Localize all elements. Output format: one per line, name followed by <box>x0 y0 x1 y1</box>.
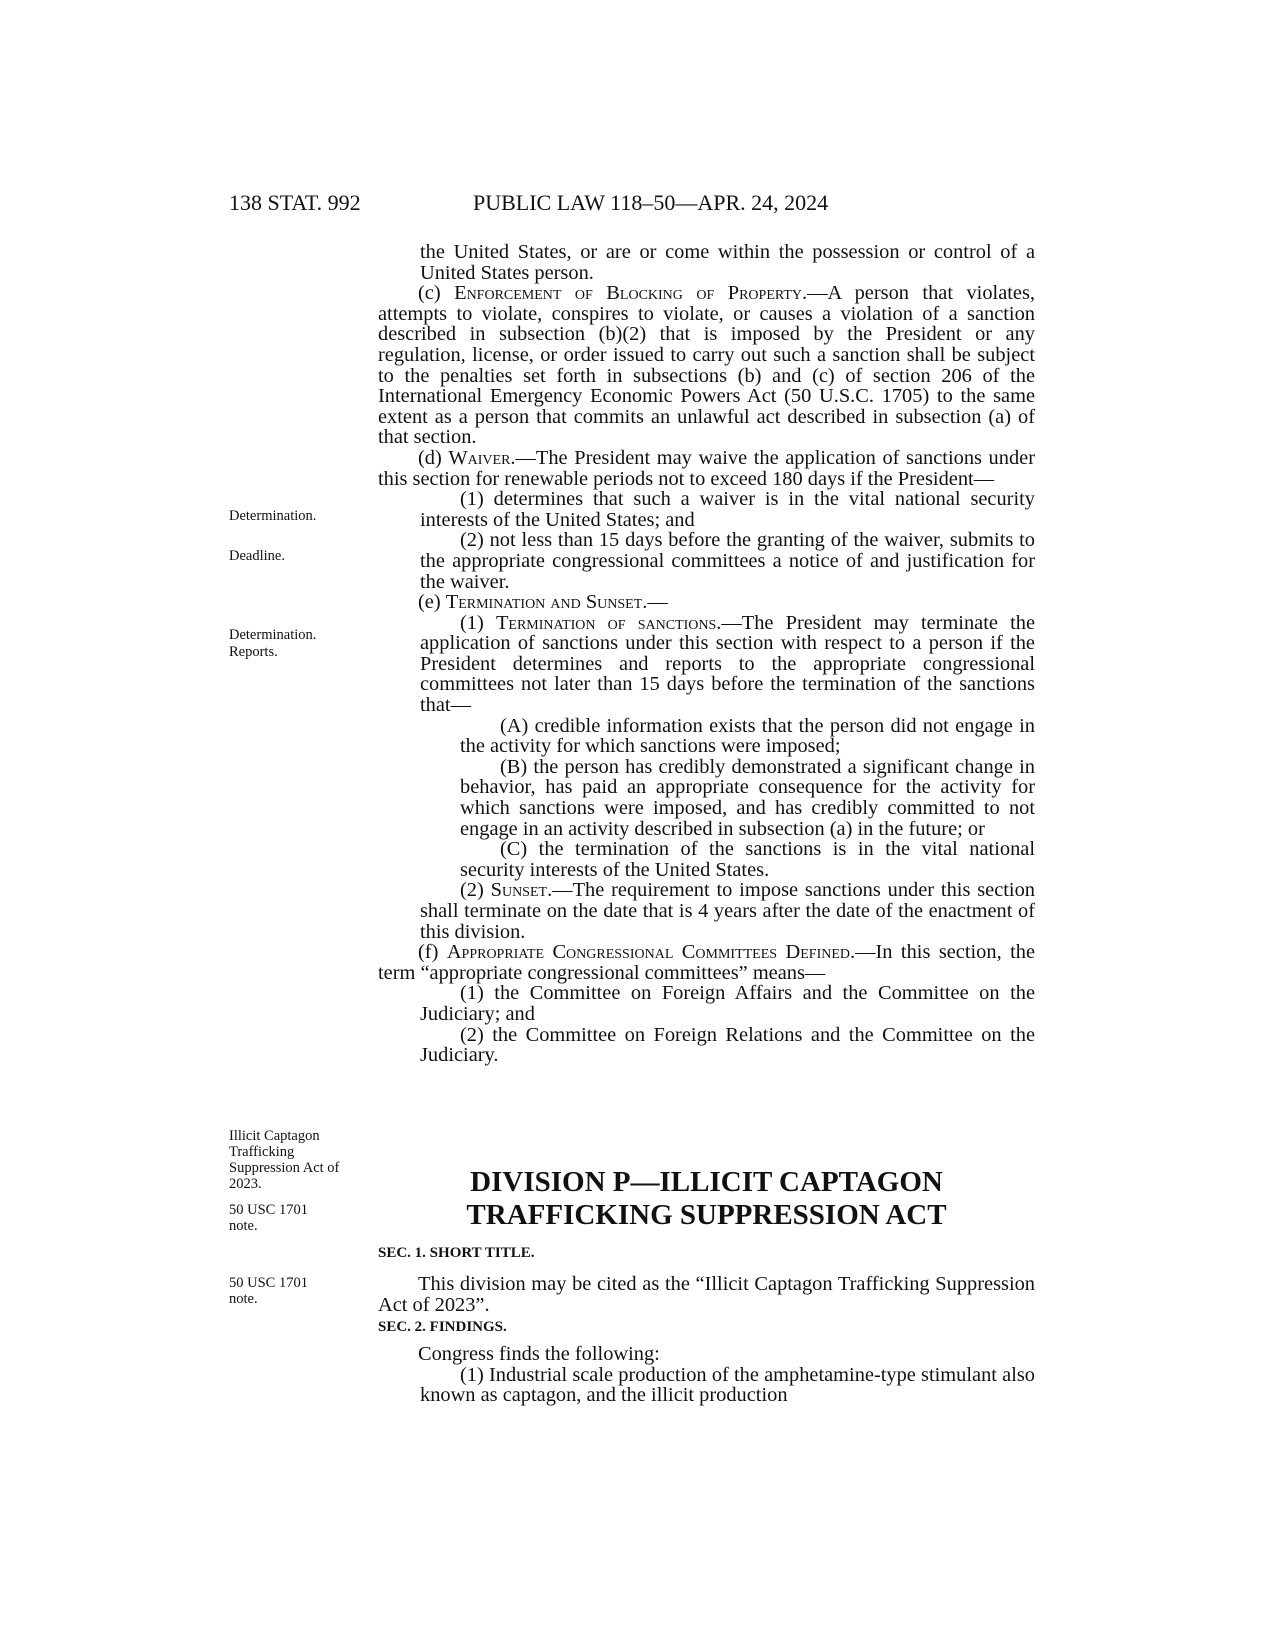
public-law-header: PUBLIC LAW 118–50—APR. 24, 2024 <box>473 190 829 215</box>
continued-text: the United States, or are or come within the possession or control of a United States person. <box>420 241 1035 284</box>
statute-page-number: 138 STAT. 992 <box>229 190 361 215</box>
section-1-heading: SEC. 1. SHORT TITLE. <box>378 1245 535 1261</box>
subsection-d: (d) Waiver.—The President may waive the application of sanctions under this section for renewable periods not to exceed 180 days if the President— <box>378 446 1035 490</box>
subparagraph-e1a: (A) credible information exists that the person did not engage in the activity for which sanctions were imposed; <box>460 714 1035 758</box>
margin-note-act-title: Illicit Captagon Trafficking Suppression Act of 2023. <box>229 1128 340 1192</box>
statute-body <box>378 242 1035 1066</box>
subparagraph-e1c: (C) the termination of the sanctions is in the vital national security interests of the United States. <box>460 838 1035 881</box>
paragraph-e1: (1) Termination of sanctions.—The President may terminate the application of sanctions under this section with respect to a person if the President determines and reports to the appropriate congressional committees not later than 15 days before the termination of the sanctions that— <box>420 611 1035 717</box>
paragraph-d1: (1) determines that such a waiver is in the vital national security interests of the United States; and <box>420 488 1035 531</box>
division-title-line-2: TRAFFICKING SUPPRESSION ACT <box>466 1199 947 1231</box>
section-2-body <box>378 1344 1035 1406</box>
subsection-c: (c) Enforcement of Blocking of Property.—A person that violates, attempts to violate, conspires to violate, or causes a violation of a sanction described in subsection (b)(2) that is imposed by the President or any regulation, license, or order issued to carry out such a sanction shall be subject to the penalties set forth in subsections (b) and (c) of section 206 of the International Emergency Economic Powers Act (50 U.S.C. 1705) to the same extent as a person that commits an unlawful act described in subsection (a) of that section. <box>378 282 1035 449</box>
section-1-body: This division may be cited as the “Illicit Captagon Trafficking Suppression Act of 2023”. <box>378 1273 1035 1316</box>
margin-note-usc-2: 50 USC 1701 note. <box>229 1275 308 1307</box>
division-title <box>378 1166 1035 1232</box>
margin-note-reports: Reports. <box>229 644 278 660</box>
finding-1: (1) Industrial scale production of the amphetamine-type stimulant also known as captagon, and the illicit production <box>420 1363 1035 1407</box>
paragraph-f1: (1) the Committee on Foreign Affairs and the Committee on the Judiciary; and <box>420 982 1035 1025</box>
subparagraph-e1b: (B) the person has credibly demonstrated a significant change in behavior, has paid an appropriate consequence for the activity for which sanctions were imposed, and has credibly committed to not engage in an activity described in subsection (a) in the future; or <box>460 755 1035 840</box>
subsection-e: (e) Termination and Sunset.— <box>418 591 668 614</box>
subsection-f: (f) Appropriate Congressional Committees Defined.—In this section, the term “appropriate congressional committees” means— <box>378 941 1036 984</box>
margin-note-usc-1: 50 USC 1701 note. <box>229 1202 308 1234</box>
paragraph-f2: (2) the Committee on Foreign Relations and the Committee on the Judiciary. <box>420 1023 1035 1067</box>
paragraph-e2: (2) Sunset.—The requirement to impose sanctions under this section shall terminate on the date that is 4 years after the date of the enactment of this division. <box>420 879 1035 943</box>
margin-note-determination: Determination. <box>229 508 317 524</box>
section-2-intro: Congress finds the following: <box>418 1343 660 1365</box>
section-2-heading: SEC. 2. FINDINGS. <box>378 1319 507 1335</box>
margin-note-deadline: Deadline. <box>229 548 285 564</box>
paragraph-d2: (2) not less than 15 days before the granting of the waiver, submits to the appropriate congressional committees a notice of and justification for the waiver. <box>420 529 1035 593</box>
division-title-line-1: DIVISION P—ILLICIT CAPTAGON <box>470 1166 943 1198</box>
margin-note-determination-2: Determination. <box>229 627 317 643</box>
